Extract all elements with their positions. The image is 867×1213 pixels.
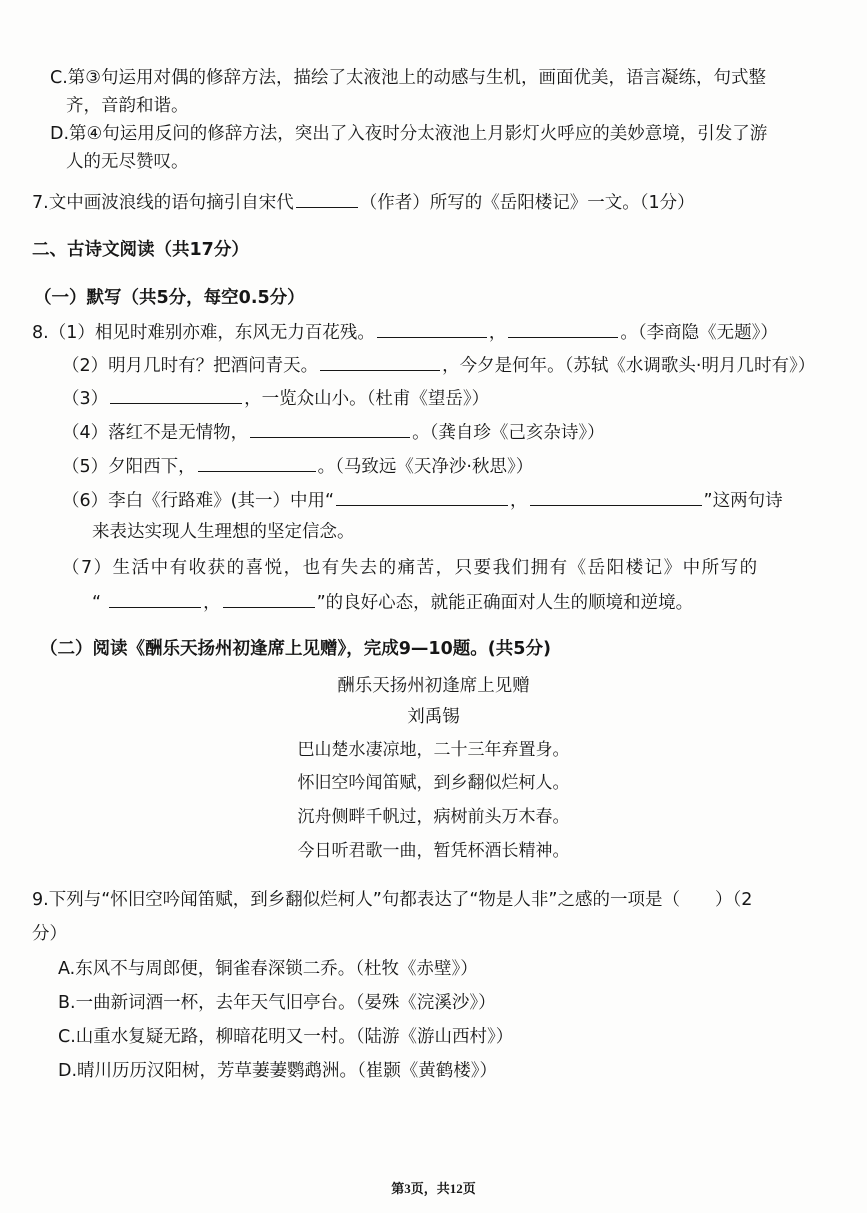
part-1-title: （一）默写（共5分，每空0.5分） — [34, 288, 305, 308]
q8-item-5 — [62, 454, 533, 479]
q8-item-6-text: （6）李白《行路难》(其一）中用“ — [62, 491, 335, 511]
q8-item-7-line1: （7）生活中有收获的喜悦，也有失去的痛苦，只要我们拥有《岳阳楼记》中所写的 — [62, 558, 759, 578]
poem-author: 刘禹锡 — [407, 707, 460, 727]
section-2-title: 二、古诗文阅读（共17分） — [32, 240, 249, 260]
q8-item-6 — [62, 488, 783, 513]
q8-item-3-source: ，一览众山小。（杜甫《望岳》） — [244, 389, 490, 409]
q8-2-blank[interactable] — [320, 353, 440, 371]
q8-item-1 — [32, 320, 778, 345]
q8-item-3-num: （3） — [62, 389, 109, 409]
q8-item-7-line2 — [92, 590, 693, 615]
q9-option-d[interactable]: D.晴川历历汉阳树，芳草萋萋鹦鹉洲。（崔颢《黄鹤楼》） — [58, 1061, 498, 1081]
q6-option-c-line1: C.第③句运用对偶的修辞方法，描绘了太液池上的动感与生机，画面优美，语言凝练，句式整 — [50, 68, 766, 88]
q8-item-1-comma: ， — [488, 323, 507, 343]
q8-3-blank[interactable] — [110, 386, 242, 404]
q8-1-blank-2[interactable] — [508, 320, 618, 338]
q8-item-2-source: ，今夕是何年。（苏轼《水调歌头·明月几时有》） — [442, 356, 816, 376]
q8-item-2-text: （2）明月几时有？把酒问青天。 — [62, 356, 319, 376]
q8-item-7-comma: ， — [203, 593, 221, 613]
q8-item-6-line2: 来表达实现人生理想的坚定信念。 — [92, 522, 355, 542]
q8-item-7-tail: ”的良好心态，就能正确面对人生的顺境和逆境。 — [316, 593, 694, 613]
q8-6-blank-1[interactable] — [336, 488, 508, 506]
page-number: 第3页，共12页 — [391, 1181, 476, 1196]
q7-suffix: （作者）所写的《岳阳楼记》一文。（1分） — [359, 193, 695, 213]
poem-line-1: 巴山楚水凄凉地，二十三年弃置身。 — [297, 740, 570, 760]
q8-item-7-open-quote: “ — [92, 593, 102, 613]
q8-7-blank-2[interactable] — [223, 590, 315, 608]
q9-option-c[interactable]: C.山重水复疑无路，柳暗花明又一村。（陆游《游山西村》） — [58, 1027, 514, 1047]
q8-item-5-source: 。（马致远《天净沙·秋思》） — [317, 457, 534, 477]
poem-line-3: 沉舟侧畔千帆过，病树前头万木春。 — [297, 807, 570, 827]
q8-item-4-source: 。（龚自珍《己亥杂诗》） — [412, 423, 605, 443]
q8-item-6-tail: ”这两句诗 — [703, 491, 783, 511]
q6-option-d-line2: 人的无尽赞叹。 — [66, 152, 189, 172]
q8-item-1-source: 。（李商隐《无题》） — [620, 323, 778, 343]
q9-option-a[interactable]: A.东风不与周郎便，铜雀春深锁二乔。（杜牧《赤壁》） — [58, 959, 478, 979]
q8-5-blank[interactable] — [198, 454, 316, 472]
q6-option-c-line2: 齐，音韵和谐。 — [66, 96, 189, 116]
q6-option-d-line1: D.第④句运用反问的修辞方法，突出了入夜时分太液池上月影灯火呼应的美妙意境，引发了游 — [50, 124, 768, 144]
q9-stem-line1: 9.下列与“怀旧空吟闻笛赋，到乡翻似烂柯人”句都表达了“物是人非”之感的一项是（ ）（2 — [32, 890, 753, 910]
poem-line-4: 今日听君歌一曲，暂凭杯酒长精神。 — [297, 841, 570, 861]
question-7 — [32, 190, 695, 215]
q8-item-4-text: （4）落红不是无情物， — [62, 423, 249, 443]
q8-4-blank[interactable] — [250, 420, 410, 438]
part-2-title: （二）阅读《酬乐天扬州初逢席上见赠》，完成9—10题。(共5分) — [40, 639, 551, 659]
q9-stem-line2: 分） — [32, 924, 67, 944]
q8-item-2 — [62, 353, 815, 378]
q8-7-blank-1[interactable] — [109, 590, 201, 608]
q8-item-1-text: 8.（1）相见时难别亦难，东风无力百花残。 — [32, 323, 375, 343]
q7-answer-blank[interactable] — [296, 190, 358, 208]
poem-line-2: 怀旧空吟闻笛赋，到乡翻似烂柯人。 — [297, 773, 570, 793]
q9-option-b[interactable]: B.一曲新词酒一杯，去年天气旧亭台。（晏殊《浣溪沙》） — [58, 993, 496, 1013]
q8-item-4 — [62, 420, 605, 445]
q8-item-6-comma: ， — [510, 491, 528, 511]
q8-6-blank-2[interactable] — [530, 488, 702, 506]
q8-1-blank-1[interactable] — [377, 320, 487, 338]
q7-prefix: 7.文中画波浪线的语句摘引自宋代 — [32, 193, 294, 213]
q8-item-5-text: （5）夕阳西下， — [62, 457, 196, 477]
poem-title: 酬乐天扬州初逢席上见赠 — [337, 676, 530, 696]
q8-item-3 — [62, 386, 489, 411]
